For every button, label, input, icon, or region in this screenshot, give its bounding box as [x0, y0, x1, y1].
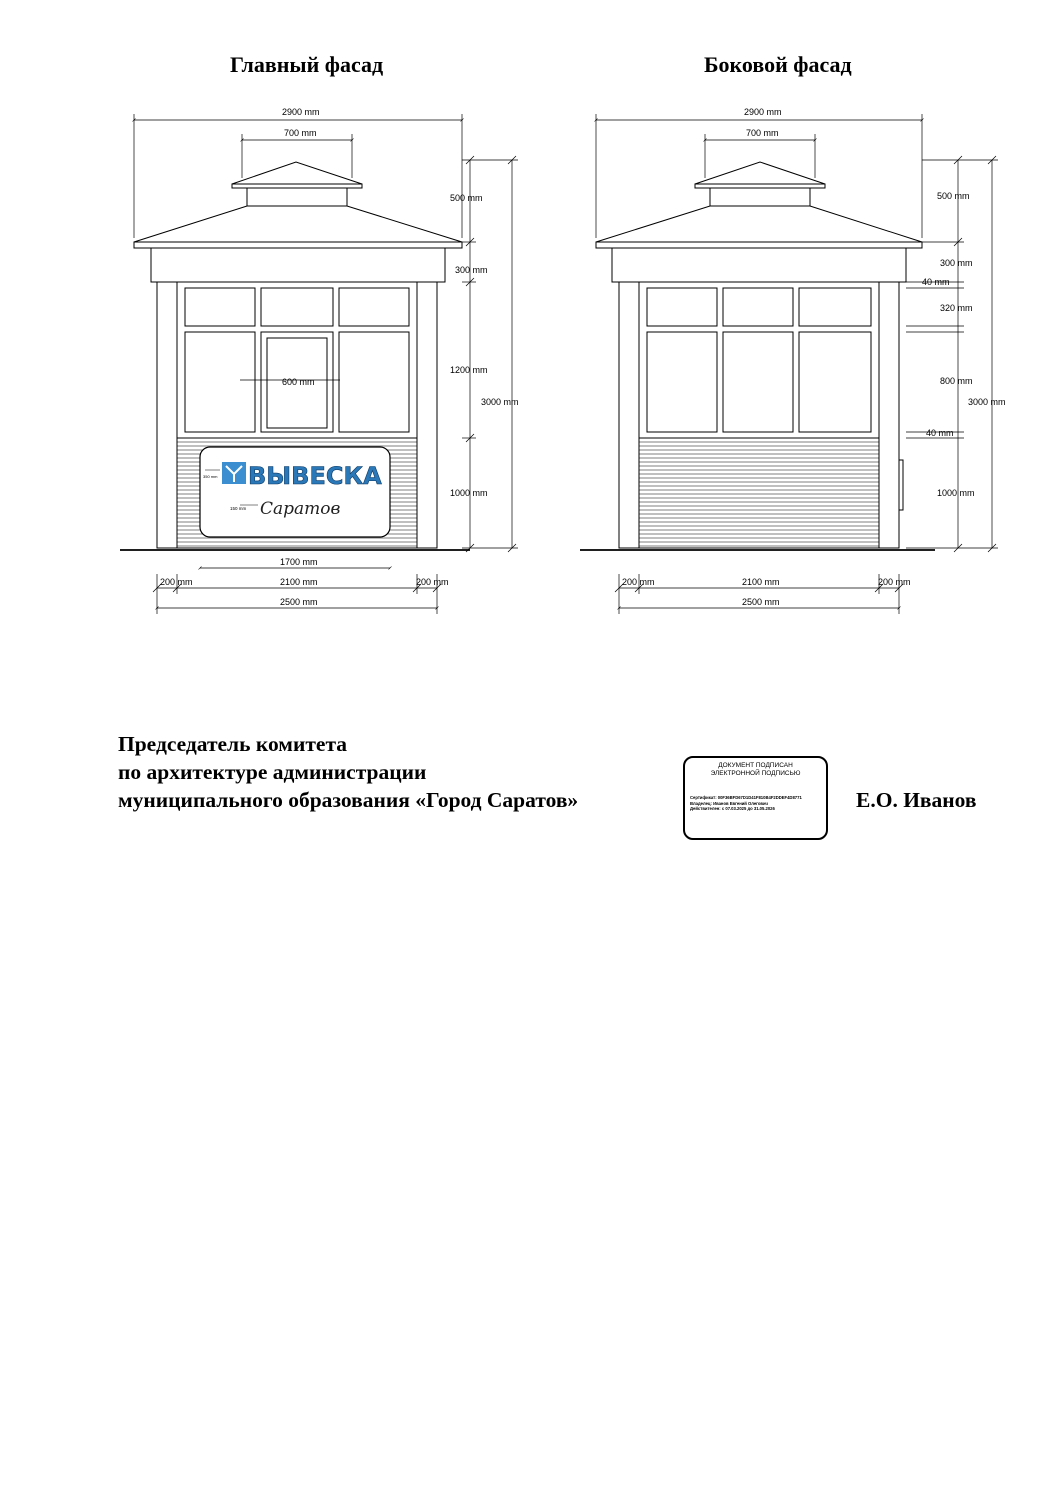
- side-window-6: [799, 332, 871, 432]
- main-cupola-band: [232, 184, 362, 188]
- main-dim-total-bottom: 2500 mm: [280, 597, 318, 607]
- sign-small-dim-1: 350 mm: [203, 474, 218, 479]
- main-dim-frieze-height: 300 mm: [455, 265, 488, 275]
- main-facade-title: Главный фасад: [230, 52, 384, 77]
- main-right-column: [417, 282, 437, 548]
- sign-subtext: Саратов: [260, 499, 341, 519]
- main-dim-total-width: 2900 mm: [282, 107, 320, 117]
- side-dim-upper-height: 320 mm: [940, 303, 973, 313]
- stamp-valid: Действителен: с 07.03.2025 до 31.05.2026: [690, 806, 775, 811]
- main-dims-bottom: [153, 568, 441, 614]
- main-window-2: [261, 288, 333, 326]
- sign-text: ВЫВЕСКА: [248, 462, 382, 490]
- main-dim-sign-width: 1700 mm: [280, 557, 318, 567]
- signer-name: Е.О. Иванов: [856, 788, 977, 812]
- side-roof: [596, 206, 922, 242]
- main-sign-panel: [200, 447, 390, 537]
- side-window-1: [647, 288, 717, 326]
- main-dim-left-col: 200 mm: [160, 577, 193, 587]
- footer-line-1: Председатель комитета: [118, 732, 348, 756]
- side-cupola-box: [710, 188, 810, 206]
- side-dim-right-col: 200 mm: [878, 577, 911, 587]
- side-right-column: [879, 282, 899, 548]
- main-dim-mid: 2100 mm: [280, 577, 318, 587]
- stamp-details: [690, 795, 821, 812]
- side-window-5: [723, 332, 793, 432]
- main-dim-base-height: 1000 mm: [450, 488, 488, 498]
- main-window-3: [339, 288, 409, 326]
- side-dim-cupola-height: 500 mm: [937, 191, 970, 201]
- main-window-4: [185, 332, 255, 432]
- side-base-louvers: [639, 442, 879, 546]
- side-frieze: [612, 248, 906, 282]
- main-cupola-box: [247, 188, 347, 206]
- footer-position: [118, 730, 578, 814]
- main-roof-cornice: [134, 242, 462, 248]
- side-window-4: [647, 332, 717, 432]
- side-cupola-band: [695, 184, 825, 188]
- main-frieze: [151, 248, 445, 282]
- stamp-cert: Сертификат: 00F36BFD67D1D41F810B4F2DDEF4D8771: [690, 795, 802, 800]
- side-window-frame: [639, 282, 879, 438]
- side-dim-gap2: 40 mm: [926, 428, 954, 438]
- footer-line-2: по архитектуре администрации: [118, 760, 427, 784]
- side-facade-title: Боковой фасад: [704, 52, 852, 77]
- stamp-owner: Владелец: Иванов Евгений Олегович: [690, 800, 768, 806]
- main-window-6: [339, 332, 409, 432]
- side-dim-mid: 2100 mm: [742, 577, 780, 587]
- side-cupola-roof: [695, 162, 825, 184]
- sign-icon: [222, 462, 246, 484]
- side-window-2: [723, 288, 793, 326]
- main-window-1: [185, 288, 255, 326]
- side-left-column: [619, 282, 639, 548]
- side-dim-frieze-height: 300 mm: [940, 258, 973, 268]
- main-left-column: [157, 282, 177, 548]
- main-facade: [120, 162, 470, 550]
- stamp-line-2: ЭЛЕКТРОННОЙ ПОДПИСЬЮ: [710, 769, 801, 777]
- side-door-edge: [899, 460, 903, 510]
- stamp-line-1: ДОКУМЕНТ ПОДПИСАН: [718, 762, 793, 769]
- side-roof-cornice: [596, 242, 922, 248]
- main-window-frame: [177, 282, 417, 438]
- side-dim-total-bottom: 2500 mm: [742, 597, 780, 607]
- side-dim-gap1: 40 mm: [922, 277, 950, 287]
- side-dim-cupola-width: 700 mm: [746, 128, 779, 138]
- main-dim-right-col: 200 mm: [416, 577, 449, 587]
- main-cupola-roof: [232, 162, 362, 184]
- side-window-3: [799, 288, 871, 326]
- side-dim-total-height: 3000 mm: [968, 397, 1006, 407]
- main-dim-total-height: 3000 mm: [481, 397, 519, 407]
- e-signature-stamp: [683, 756, 828, 840]
- main-dim-door-width: 600 mm: [282, 377, 315, 387]
- stamp-header: [690, 762, 821, 777]
- side-facade: [580, 162, 935, 550]
- side-dim-left-col: 200 mm: [622, 577, 655, 587]
- footer-line-3: муниципального образования «Город Саратов»: [118, 788, 579, 812]
- sign-small-dim-2: 150 mm: [230, 506, 247, 511]
- main-dim-cupola-height: 500 mm: [450, 193, 483, 203]
- side-base: [639, 438, 879, 548]
- side-dim-base-height: 1000 mm: [937, 488, 975, 498]
- side-dim-lower-height: 800 mm: [940, 376, 973, 386]
- side-dim-total-width: 2900 mm: [744, 107, 782, 117]
- main-dim-cupola-width: 700 mm: [284, 128, 317, 138]
- main-roof: [134, 206, 462, 242]
- main-dim-window-height: 1200 mm: [450, 365, 488, 375]
